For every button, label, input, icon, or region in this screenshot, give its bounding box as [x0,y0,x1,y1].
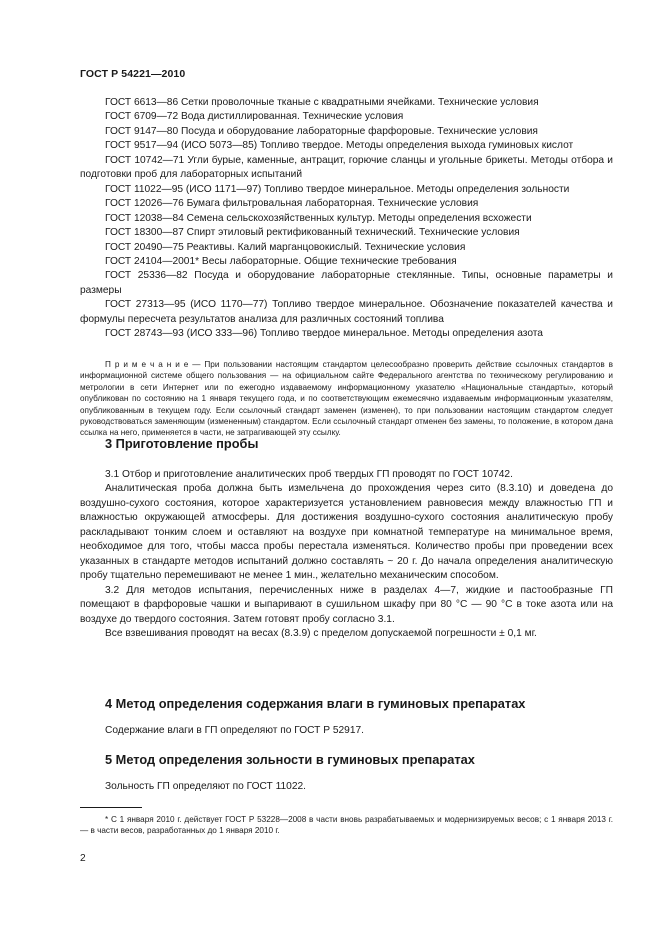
reference-item: ГОСТ 10742—71 Угли бурые, каменные, антрацит, горючие сланцы и угольные брикеты. Методы отбора и подготовки проб для лабораторных испытаний [80,154,613,181]
page-number: 2 [80,853,86,864]
reference-item: ГОСТ 11022—95 (ИСО 1171—97) Топливо твердое минеральное. Методы определения зольности [105,183,570,195]
reference-item: ГОСТ 25336—82 Посуда и оборудование лабораторные стеклянные. Типы, основные параметры и размеры [80,270,613,296]
reference-item: ГОСТ 27313—95 (ИСО 1170—77) Топливо твердое минеральное. Обозначение показателей качества и формулы пересчета результатов анализа для различных состояний топлива [80,299,613,325]
paragraph: Зольность ГП определяют по ГОСТ 11022. [105,781,306,792]
reference-item: ГОСТ 18300—87 Спирт этиловый ректификованный технический. Технические условия [105,227,520,239]
note-label: П р и м е ч а н и е [105,360,189,369]
reference-item: ГОСТ 6613—86 Сетки проволочные тканые с квадратными ячейками. Технические условия [105,97,539,108]
page-header-title: ГОСТ Р 54221—2010 [80,68,186,80]
section-5-heading: 5 Метод определения зольности в гуминовых препаратах [105,752,475,767]
reference-item: ГОСТ 24104—2001* Весы лабораторные. Общие технические требования [105,255,457,267]
note-text: — При пользовании настоящим стандартом целесообразно проверить действие ссылочных стандартов в информационной системе общего пользования — на официальном сайте Федерального агентства по техническому регулированию и метрологии в сети Интернет или по ежегодно издаваемому информационному указателю «Национальные стандарты», который опубликован по состоянию на 1 января текущего года, и по соответствующим ежемесячно издаваемым информационным указателям, опубликованным в текущем году. Если ссылочный стандарт заменен (изменен), то при пользовании настоящим стандартом следует руководствоваться заменяющим (измененным) стандартом. Если ссылочный стандарт отменен без замены, то положение, в котором дана ссылка на него, применяется в части, не затрагивающей эту ссылку. [80,360,613,438]
section-4-heading: 4 Метод определения содержания влаги в гуминовых препаратах [105,696,526,711]
paragraph: Содержание влаги в ГП определяют по ГОСТ Р 52917. [105,725,364,736]
reference-item: ГОСТ 20490—75 Реактивы. Калий марганцовокислый. Технические условия [105,241,466,253]
paragraph: 3.2 Для методов испытания, перечисленных ниже в разделах 4—7, жидкие и пастообразные ГП помещают в фарфоровые чашки и выпаривают в сушильном шкафу при 80 °С — 90 °С в токе азота или на воздухе до твердого состояния. Затем готовят пробу согласно 3.1. [80,584,613,625]
section-5-body [80,780,613,794]
reference-item: ГОСТ 9517—94 (ИСО 5073—85) Топливо твердое. Методы определения выхода гуминовых кислот [105,140,574,152]
reference-item: ГОСТ 9147—80 Посуда и оборудование лабораторные фарфоровые. Технические условия [105,125,538,137]
section-3-heading: 3 Приготовление пробы [105,436,259,451]
reference-item: ГОСТ 12038—84 Семена сельскохозяйственных культур. Методы определения всхожести [105,212,532,224]
reference-item: ГОСТ 6709—72 Вода дистиллированная. Технические условия [105,111,404,123]
paragraph: Аналитическая проба должна быть измельчена до прохождения через сито (8.3.10) и доведена до воздушно-сухого состояния, которое характеризуется установлением равновесия между влажностью ГП и влажностью окружающей атмосферы. Для достижения воздушно-сухого состояния аналитическую пробу раскладывают тонким слоем и оставляют на воздухе при комнатной температуре на минимальное время, необходимое для того, чтобы масса пробы перестала изменяться. Количество пробы при проведении всех указанных в стандарте методов испытаний должно составлять ~ 20 г. До начала определения аналитическую пробу тщательно перемешивают не менее 1 мин., желательно механическим способом. [80,483,613,582]
paragraph: Все взвешивания проводят на весах (8.3.9) с пределом допускаемой погрешности ± 0,1 мг. [105,627,537,639]
paragraph: 3.1 Отбор и приготовление аналитических проб твердых ГП проводят по ГОСТ 10742. [105,469,513,480]
section-3-body [80,468,613,641]
reference-item: ГОСТ 28743—93 (ИСО 333—96) Топливо твердое минеральное. Методы определения азота [105,328,543,340]
normative-references-list [80,96,613,342]
reference-item: ГОСТ 12026—76 Бумага фильтровальная лабораторная. Технические условия [105,198,479,210]
section-4-body [80,724,613,738]
footnote: * С 1 января 2010 г. действует ГОСТ Р 53228—2008 в части вновь разрабатываемых и модернизируемых весов; с 1 января 2013 г. — в части весов, разработанных до 1 января 2010 г. [80,815,613,836]
references-note [80,359,613,439]
footnote-separator [80,807,142,808]
